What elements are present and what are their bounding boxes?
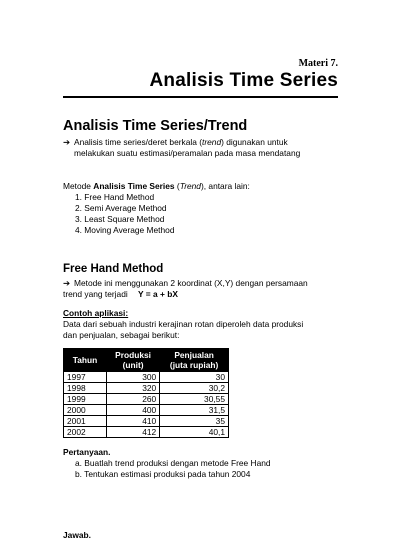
table-row [64,394,229,405]
freehand-paragraph [63,278,338,289]
example-heading: Contoh aplikasi: [63,308,129,318]
cell-produksi: 260 [107,394,160,405]
cell-tahun: 1998 [64,383,107,394]
table-row [64,383,229,394]
cell-penjualan: 30,2 [160,383,229,394]
data-table [63,348,229,438]
table-row [64,372,229,383]
methods-lead-mid: ( [174,181,180,191]
header-produksi-label: Produksi [115,350,152,360]
header-produksi [107,349,160,372]
methods-lead-post: ), antara lain: [200,181,250,191]
chapter-label: Materi 7. [298,58,338,69]
intro-text-post: ) digunakan untuk [221,137,288,147]
list-item: 4. Moving Average Method [75,225,175,235]
table-header-row [64,349,229,372]
answer-heading: Jawab. [63,530,91,540]
cell-tahun: 1999 [64,394,107,405]
arrow-right-icon: ➔ [63,137,71,147]
header-penjualan [160,349,229,372]
cell-produksi: 412 [107,427,160,438]
cell-tahun: 1997 [64,372,107,383]
intro-section [63,118,338,159]
freehand-text-line2 [63,289,338,300]
example-text-line1: Data dari sebuah industri kerajinan rotan diperoleh data produksi [63,319,304,329]
questions-section [63,447,338,480]
cell-tahun: 2001 [64,416,107,427]
methods-section [63,181,338,236]
list-item: 1. Free Hand Method [75,192,155,202]
cell-tahun: 2000 [64,405,107,416]
methods-lead-pre: Metode [63,181,94,191]
example-section [63,308,338,341]
cell-produksi: 300 [107,372,160,383]
arrow-right-icon: ➔ [63,278,71,288]
table-row [64,427,229,438]
trend-equation: Y = a + bX [138,289,178,299]
methods-lead-bold: Analisis Time Series [93,181,175,191]
header-tahun [64,349,107,372]
intro-text [74,137,300,159]
header-tahun-label: Tahun [72,355,98,365]
methods-list [63,192,338,236]
cell-penjualan: 35 [160,416,229,427]
answer-section [63,530,338,541]
questions-list [63,458,338,480]
methods-lead-italic: Trend [179,181,201,191]
header-produksi-unit: (unit) [122,360,144,370]
header-divider [63,96,338,98]
freehand-text-pre: trend yang terjadi [63,289,128,299]
freehand-text-line1: Metode ini menggunakan 2 koordinat (X,Y) dengan persamaan [74,278,308,288]
questions-heading: Pertanyaan. [63,447,111,457]
cell-penjualan: 30 [160,372,229,383]
cell-penjualan: 40,1 [160,427,229,438]
table-row [64,416,229,427]
cell-tahun: 2002 [64,427,107,438]
example-text-line2: dan penjualan, sebagai berikut: [63,330,180,340]
header-penjualan-label: Penjualan [174,350,214,360]
freehand-section [63,263,338,300]
list-item: b. Tentukan estimasi produksi pada tahun 2004 [75,469,251,479]
table-row [64,405,229,416]
cell-produksi: 400 [107,405,160,416]
intro-heading: Analisis Time Series/Trend [63,118,248,134]
list-item: a. Buatlah trend produksi dengan metode Free Hand [75,458,271,468]
cell-produksi: 320 [107,383,160,394]
header-penjualan-unit: (juta rupiah) [169,360,219,370]
list-item: 3. Least Square Method [75,214,165,224]
cell-penjualan: 30,55 [160,394,229,405]
intro-text-pre: Analisis time series/deret berkala ( [74,137,203,147]
freehand-heading: Free Hand Method [63,263,164,275]
list-item: 2. Semi Average Method [75,203,167,213]
intro-text-italic: trend [202,137,222,147]
intro-text-line2: melakukan suatu estimasi/peramalan pada masa mendatang [74,148,301,158]
cell-produksi: 410 [107,416,160,427]
intro-paragraph [63,137,338,159]
methods-lead [63,181,338,192]
cell-penjualan: 31,5 [160,405,229,416]
chapter-title: Analisis Time Series [149,70,338,91]
